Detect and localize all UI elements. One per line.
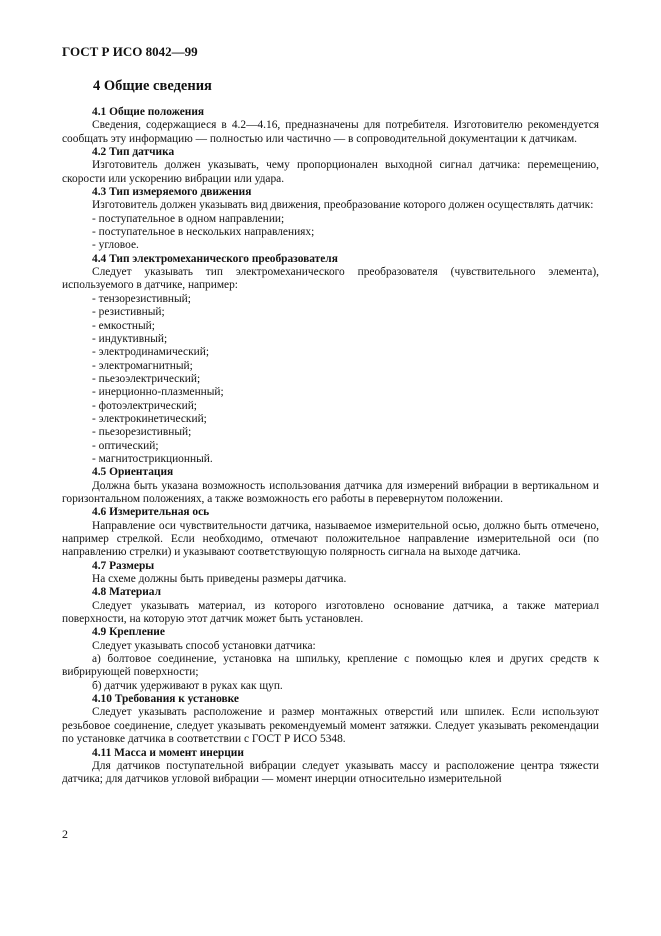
list-item: - электрокинетический; (92, 412, 207, 425)
paragraph: а) болтовое соединение, установка на шпильку, крепление с помощью клея и других средств к вибрирующей поверхности; (62, 653, 599, 679)
list-item: - инерционно-плазменный; (92, 386, 224, 399)
list-item: - электродинамический; (92, 346, 209, 359)
list-item: - индуктивный; (92, 332, 168, 345)
paragraph: Для датчиков поступательной вибрации следует указывать массу и расположение центра тяжести датчика; для датчиков угловой вибрации — момент инерции относительно измерительной (62, 759, 599, 786)
paragraph: б) датчик удерживают в руках как щуп. (92, 679, 283, 692)
subsection-heading: 4.6 Измерительная ось (92, 506, 210, 519)
paragraph: На схеме должны быть приведены размеры датчика. (92, 573, 347, 586)
subsection-heading: 4.1 Общие положения (92, 106, 205, 118)
paragraph: Изготовитель должен указывать вид движения, преобразование которого должен осуществлять датчик: (92, 199, 594, 212)
paragraph: Следует указывать материал, из которого изготовлено основание датчика, а также материал поверхности, на которую этот датчик может быть установлен. (62, 599, 599, 626)
paragraph: Изготовитель должен указывать, чему пропорционален выходной сигнал датчика: перемещению, скорости или ускорению вибрации или удара. (62, 159, 599, 185)
subsection-heading: 4.2 Тип датчика (92, 146, 175, 159)
paragraph: Сведения, содержащиеся в 4.2—4.16, предназначены для потребителя. Изготовителю рекомендуется сообщать эту информацию — полностью или частично — в сопроводительной документации к датчикам. (62, 119, 599, 145)
list-item: - электромагнитный; (92, 359, 193, 372)
document-header: ГОСТ Р ИСО 8042—99 (62, 44, 198, 59)
list-item: - магнитострикционный. (92, 452, 213, 465)
section-title: 4 Общие сведения (93, 78, 212, 94)
list-item: - пьезорезистивный; (92, 426, 192, 439)
subsection-heading: 4.9 Крепление (92, 626, 165, 639)
paragraph: Следует указывать способ установки датчика: (92, 639, 316, 652)
subsection-heading: 4.8 Материал (92, 586, 161, 599)
list-item: - резистивный; (92, 306, 165, 319)
list-item: - поступательное в нескольких направлениях; (92, 226, 315, 239)
list-item: - тензорезистивный; (92, 292, 191, 305)
page-number: 2 (62, 827, 68, 841)
list-item: - оптический; (92, 439, 159, 452)
list-item: - фотоэлектрический; (92, 399, 197, 412)
subsection-heading: 4.10 Требования к установке (92, 693, 239, 706)
paragraph: Направление оси чувствительности датчика, называемое измерительной осью, должно быть отмечено, например стрелкой. Если необходимо, отмечают положительное направление измерительной оси (по направлению стрелки) и указывают соответствующую полярность сигнала на выходе датчика. (62, 519, 599, 559)
paragraph: Должна быть указана возможность использования датчика для измерений вибрации в вертикальном и горизонтальном положениях, а также возможность его работы в перевернутом положении. (62, 479, 599, 505)
list-item: - угловое. (92, 239, 139, 252)
list-item: - поступательное в одном направлении; (92, 212, 285, 225)
paragraph: Следует указывать расположение и размер монтажных отверстий или шпилек. Если используют резьбовое соединение, следует указывать рекомендуемый момент затяжки. Следует указывать рекомендации по установке датчика в соответствии с ГОСТ Р ИСО 5348. (62, 706, 599, 746)
paragraph: Следует указывать тип электромеханического преобразователя (чувствительного элемента), используемого в датчике, например: (62, 266, 599, 292)
subsection-heading: 4.7 Размеры (92, 559, 155, 572)
list-item: - емкостный; (92, 319, 155, 332)
subsection-heading: 4.11 Масса и момент инерции (92, 746, 244, 759)
subsection-heading: 4.3 Тип измеряемого движения (92, 186, 252, 199)
list-item: - пьезоэлектрический; (92, 372, 201, 385)
subsection-heading: 4.5 Ориентация (92, 466, 174, 479)
body-text (62, 106, 599, 787)
subsection-heading: 4.4 Тип электромеханического преобразователя (92, 252, 338, 265)
